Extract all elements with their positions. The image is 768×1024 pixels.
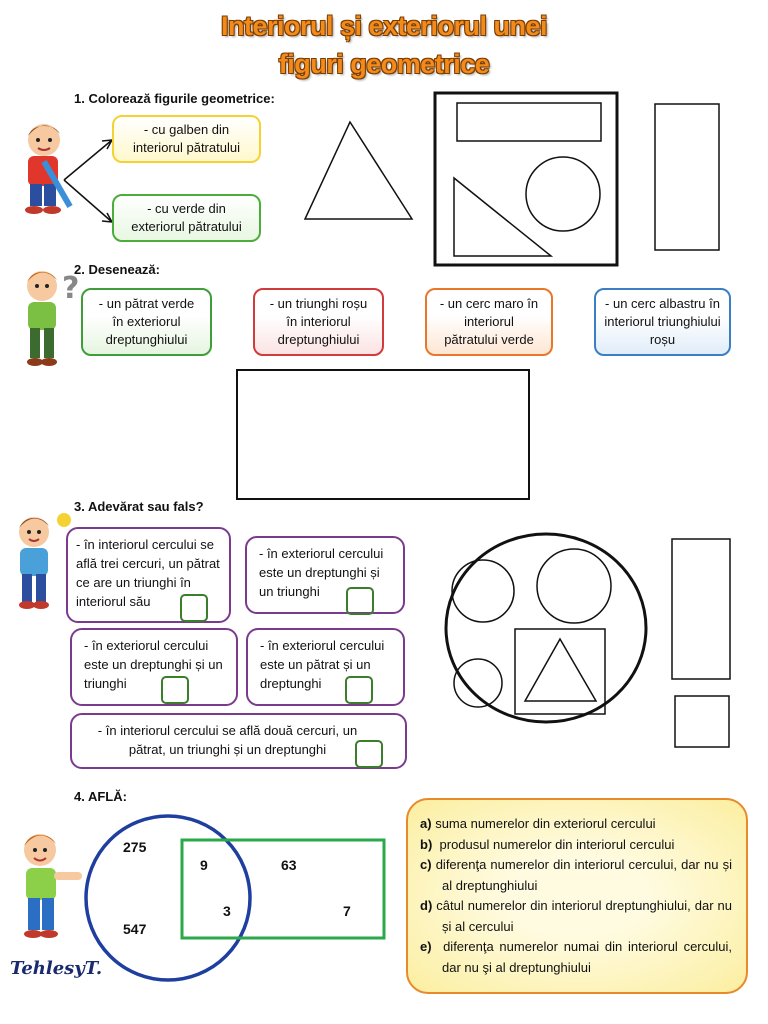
draw-box-text: - un triunghi roșu în interiorul dreptunghiului	[269, 296, 368, 347]
lightbulb-icon	[57, 513, 71, 527]
page-title-line1: Interiorul și exteriorul unei	[220, 11, 548, 41]
task-item	[420, 896, 732, 937]
task-label: a)	[420, 816, 432, 831]
thinking-boy-illustration	[18, 262, 80, 368]
answer-checkbox-2[interactable]	[346, 587, 374, 615]
draw-box-brown-circle	[425, 288, 553, 356]
number-547: 547	[123, 921, 147, 937]
number-63: 63	[281, 857, 297, 873]
draw-box-blue-circle	[594, 288, 731, 356]
statement-text: - în interiorul cercului se află două cercuri, un pătrat, un triunghi și un dreptunghi	[97, 723, 358, 757]
small-square-shape	[675, 696, 729, 747]
tall-rectangle-shape	[655, 104, 719, 250]
circle-shape	[454, 659, 502, 707]
section3-shapes	[420, 530, 740, 760]
number-9: 9	[200, 857, 208, 873]
yellow-instruction-text: - cu galben din interiorul pătratului	[133, 122, 240, 155]
big-square-shape	[435, 93, 617, 265]
section1-heading: 1. Colorează figurile geometrice:	[74, 91, 275, 106]
draw-box-text: - un pătrat verde în exteriorul dreptunghiului	[98, 296, 195, 347]
draw-box-red-triangle	[253, 288, 384, 356]
task-label: d)	[420, 898, 433, 913]
draw-box-text: - un cerc maro în interiorul pătratului verde	[439, 296, 539, 347]
number-7: 7	[343, 903, 351, 919]
circle-shape	[452, 560, 514, 622]
task-item	[420, 814, 732, 835]
statement-text: - în exteriorul cercului este un dreptunghi și un triunghi	[84, 638, 223, 691]
circle-shape	[526, 157, 600, 231]
task-item	[420, 937, 732, 978]
task-label: e)	[420, 939, 432, 954]
circle-shape	[537, 549, 611, 623]
triangle-shape	[305, 122, 412, 219]
venn-diagram	[80, 812, 400, 982]
true-false-statement-2	[245, 536, 405, 614]
true-false-statement-3	[70, 628, 238, 706]
triangle-shape	[525, 639, 596, 701]
draw-box-green-square	[81, 288, 212, 356]
task-text: suma numerelor din exteriorul cercului	[435, 816, 656, 831]
section4-heading: 4. AFLĂ:	[74, 789, 127, 804]
section3-heading: 3. Adevărat sau fals?	[74, 499, 204, 514]
task-text: produsul numerelor din interiorul cercului	[439, 836, 675, 852]
task-item	[420, 855, 732, 896]
answer-checkbox-1[interactable]	[180, 594, 208, 622]
answer-checkbox-4[interactable]	[345, 676, 373, 704]
venn-rectangle	[182, 840, 384, 938]
idea-boy-illustration	[8, 508, 74, 610]
statement-text: - în interiorul cercului se află trei cercuri, un pătrat ce are un triunghi în interiorul său	[76, 537, 220, 609]
section2-heading: 2. Desenează:	[74, 262, 160, 277]
pointing-boy-illustration	[10, 826, 86, 944]
statement-text: - în exteriorul cercului este un pătrat și un dreptunghi	[260, 638, 385, 691]
statement-text: - în exteriorul cercului este un dreptunghi și un triunghi	[259, 546, 384, 599]
branch-arrows	[60, 130, 120, 230]
draw-box-text: - un cerc albastru în interiorul triunghiului roșu	[604, 296, 721, 347]
question-mark-icon: ?	[62, 271, 80, 306]
green-instruction-box	[112, 194, 261, 242]
drawing-rectangle[interactable]	[236, 369, 530, 500]
task-label: c)	[420, 857, 432, 872]
answer-checkbox-3[interactable]	[161, 676, 189, 704]
task-text: diferenţa numerelor din interiorul cercului, dar nu și al dreptunghiului	[435, 857, 732, 893]
task-text: câtul numerelor din interiorul dreptunghiului, dar nu și al cercului	[436, 898, 732, 934]
task-text: diferenţa numerelor numai din interiorul cercului, dar nu şi al dreptunghiului	[442, 939, 732, 975]
small-rectangle-shape	[457, 103, 601, 141]
task-item	[420, 835, 732, 856]
green-instruction-text: - cu verde din exteriorul pătratului	[131, 201, 242, 234]
section1-shapes	[295, 90, 735, 270]
true-false-statement-4	[246, 628, 405, 706]
page-title-line2: figuri geometrice	[278, 49, 490, 79]
task-label: b)	[420, 836, 433, 852]
tasks-box	[406, 798, 748, 994]
right-triangle-shape	[454, 178, 551, 256]
number-3: 3	[223, 903, 231, 919]
tall-rectangle-shape	[672, 539, 730, 679]
author-signature: TehlesyT.	[10, 958, 103, 979]
yellow-instruction-box	[112, 115, 261, 163]
number-275: 275	[123, 839, 147, 855]
answer-checkbox-5[interactable]	[355, 740, 383, 768]
